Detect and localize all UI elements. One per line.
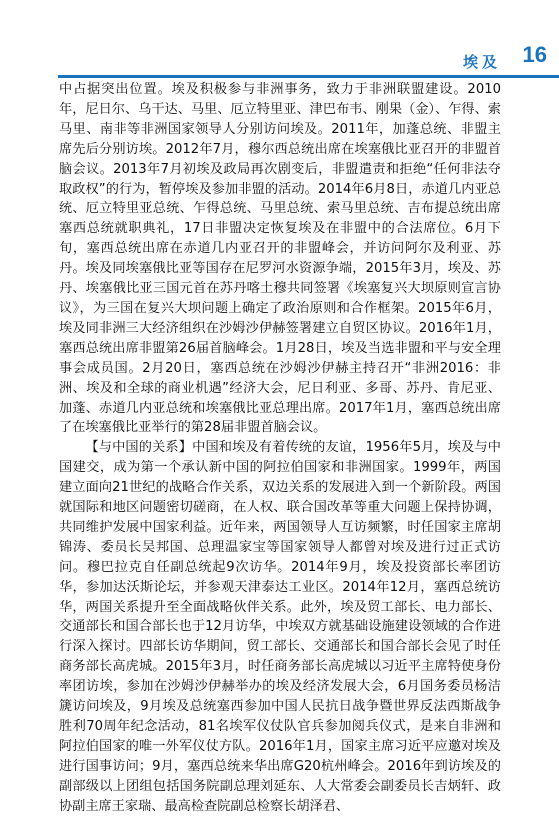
paragraph-text: 中国和埃及有着传统的友谊，1956年5月，埃及与中国建交，成为第一个承认新中国的阿拉伯国家和非洲国家。1999年，两国建立面向21世纪的战略合作关系，双边关系的发展进入到一个新阶段。两国就国际和地区问题密切磋商，在人权、联合国改革等重大问题上保持协调，共同维护发展中国家利益。近年来，两国领导人互访频繁，时任国家主席胡锦涛、委员长吴邦国、总理温家宝等国家领导人都曾对埃及进行过正式访问。穆巴拉克自任副总统起9次访华。2014年9月，埃及投资部长率团访华，参加达沃斯论坛，并参观天津泰达工业区。2014年12月，塞西总统访华，两国关系提升至全面战略伙伴关系。此外，埃及贸工部长、电力部长、交通部长和国合部长也于12月访华，中埃双方就基础设施建设领域的合作进行深入探讨。四部长访华期间，贸工部长、交通部长和国合部长会见了时任商务部长高虎城。2015年3月，时任商务部长高虎城以习近平主席特使身份率团访埃，参加在沙姆沙伊赫举办的埃及经济发展大会，6月国务委员杨洁篪访问埃及，9月埃及总统塞西参加中国人民抗日战争暨世界反法西斯战争胜利70周年纪念活动，81名埃军仪仗队官兵参加阅兵仪式，是来自非洲和阿拉伯国家的唯一外军仪仗方队。2016年1月，国家主席习近平应邀对埃及进行国事访问；9月，塞西总统来华出席G20杭州峰会。2016年到访埃及的副部级以上团组包括国务院副总理刘延东、人大常委会副委员长吉炳轩、政协副主席王家瑞、最高检查院副总检察长胡泽君、 — [59, 440, 501, 814]
page-header — [0, 0, 559, 86]
paragraph-text: 中占据突出位置。埃及积极参与非洲事务，致力于非洲联盟建设。2010年，尼日尔、乌干达、马里、厄立特里亚、津巴布韦、刚果（金）、乍得、索马里、南非等非洲国家领导人分别访问埃及。2011年，加蓬总统、非盟主席先后分别访埃。2012年7月，穆尔西总统出席在埃塞俄比亚召开的非盟首脑会议。2013年7月初埃及政局再次剧变后，非盟遣责和拒绝“任何非法夺取政权”的行为，暂停埃及参加非盟的活动。2014年6月8日，赤道几内亚总统、厄立特里亚总统、乍得总统、马里总统、索马里总统、吉布提总统出席塞西总统就职典礼，17日非盟决定恢复埃及在非盟中的合法席位。6月下旬，塞西总统出席在赤道几内亚召开的非盟峰会，并访问阿尔及利亚、苏丹。埃及同埃塞俄比亚等国存在尼罗河水资源争端，2015年3月，埃及、苏丹、埃塞俄比亚三国元首在苏丹喀土穆共同签署《埃塞复兴大坝原则宣言协议》，为三国在复兴大坝问题上确定了政治原则和合作框架。2015年6月，埃及同非洲三大经济组织在沙姆沙伊赫签署建立自贸区协议。2016年1月，塞西总统出席非盟第26届首脑峰会。1月28日，埃及当选非盟和平与安全理事会成员国。2月20日，塞西总统在沙姆沙伊赫主持召开“非洲2016：非洲、埃及和全球的商业机遇”经济大会，尼日利亚、多哥、苏丹、肯尼亚、加蓬、赤道几内亚总统和埃塞俄比亚总理出席。2017年1月，塞西总统出席了在埃塞俄比亚举行的第28届非盟首脑会议。 — [59, 82, 501, 436]
body-text — [59, 80, 501, 817]
header-rule — [58, 75, 559, 78]
running-header-title: 埃及 — [462, 53, 501, 71]
page-number: 16 — [522, 42, 547, 67]
section-heading: 【与中国的关系】 — [85, 440, 193, 456]
paragraph-china-relations — [59, 438, 501, 816]
paragraph-africa-relations — [59, 80, 501, 438]
